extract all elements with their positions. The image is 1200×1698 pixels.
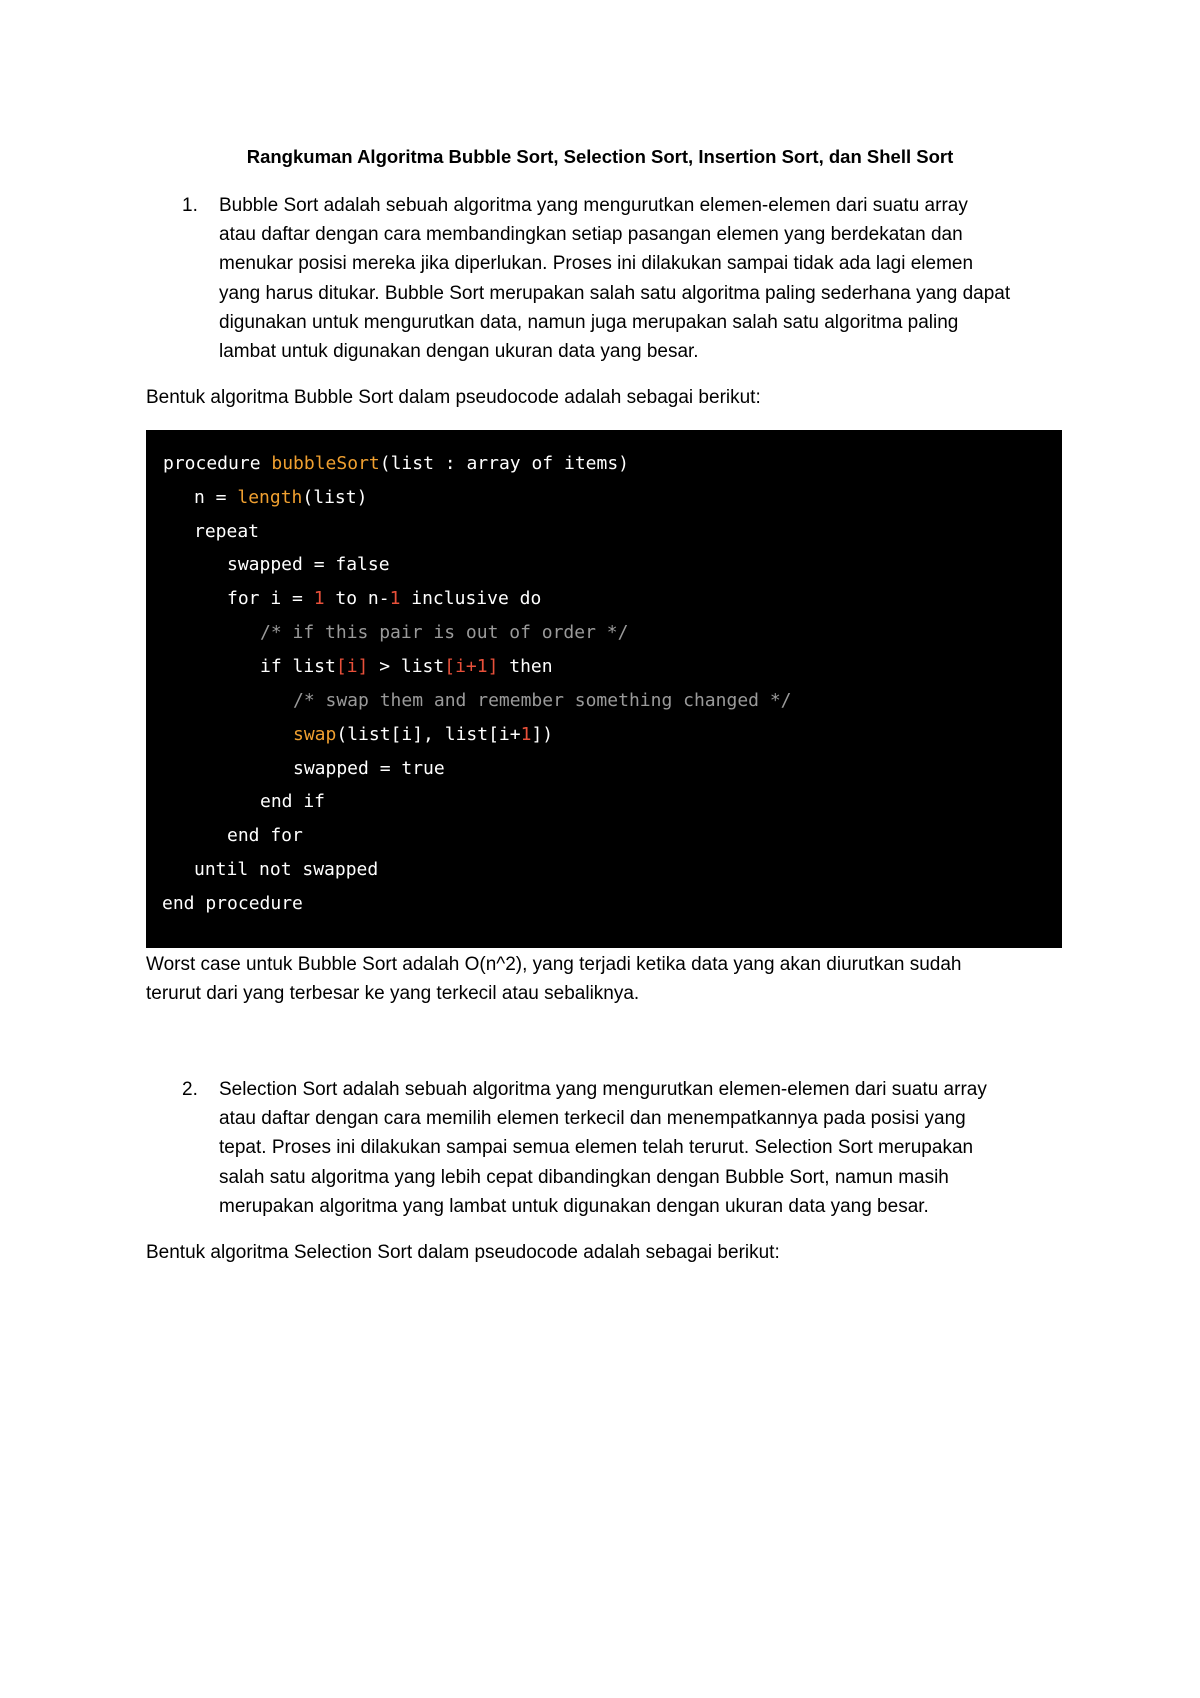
text-line: merupakan algoritma yang lambat untuk digunakan dengan ukuran data yang besar. [219, 1195, 929, 1217]
code-text: swapped = false [227, 554, 390, 575]
code-line [194, 518, 259, 546]
code-line [293, 721, 553, 749]
code-function: length [237, 487, 303, 508]
text-line: Selection Sort adalah sebuah algoritma yang mengurutkan elemen-elemen dari suatu array [219, 1079, 987, 1100]
code-text: n = [194, 487, 238, 508]
code-line [194, 856, 378, 884]
code-line [194, 484, 367, 512]
list-item-text [219, 191, 1079, 366]
code-text: to n- [324, 588, 390, 609]
code-keyword: repeat [194, 521, 260, 542]
code-line [293, 755, 445, 783]
code-number: 1 [313, 588, 325, 609]
code-line [227, 551, 390, 579]
code-line [162, 890, 303, 918]
worst-case-paragraph [146, 950, 1066, 1008]
text-line: menukar posisi mereka jika diperlukan. Proses ini dilakukan sampai tidak ada lagi elemen [219, 253, 974, 275]
text-line: terurut dari yang terbesar ke yang terkecil atau sebaliknya. [146, 983, 640, 1005]
code-text: if list [260, 656, 336, 677]
code-comment-text: /* if this pair is out of order */ [260, 622, 629, 643]
selection-intro: Bentuk algoritma Selection Sort dalam pseudocode adalah sebagai berikut: [146, 1242, 780, 1263]
code-text: for i = [227, 588, 314, 609]
code-text: (list : array of items) [379, 453, 629, 474]
bubble-intro: Bentuk algoritma Bubble Sort dalam pseudocode adalah sebagai berikut: [146, 387, 761, 408]
code-comment [260, 619, 628, 647]
code-comment-text: /* swap them and remember something changed */ [293, 690, 792, 711]
code-keyword: end procedure [162, 893, 303, 914]
code-text: > list [368, 656, 445, 677]
code-text: ]) [531, 724, 554, 745]
text-line: tepat. Proses ini dilakukan sampai semua elemen telah terurut. Selection Sort merupakan [219, 1137, 974, 1159]
text-line: Worst case untuk Bubble Sort adalah O(n^2), yang terjadi ketika data yang akan diurutkan sudah [146, 954, 962, 975]
list-number: 1. [182, 195, 198, 216]
text-line: yang harus ditukar. Bubble Sort merupakan salah satu algoritma paling sederhana yang dapat [219, 282, 1011, 304]
code-text: swapped = true [293, 758, 445, 779]
text-line: lambat untuk digunakan dengan ukuran data yang besar. [219, 341, 699, 363]
text-line: atau daftar dengan cara membandingkan setiap pasangan elemen yang berdekatan dan [219, 224, 963, 246]
code-text: (list) [302, 487, 368, 508]
code-number: 1 [520, 724, 532, 745]
pseudocode-block [146, 430, 1062, 948]
code-index: [i] [335, 656, 369, 677]
code-keyword: end for [227, 825, 303, 846]
text-line: salah satu algoritma yang lebih cepat dibandingkan dengan Bubble Sort, namun masih [219, 1166, 949, 1188]
code-function: bubbleSort [271, 453, 380, 474]
code-line [260, 653, 553, 681]
code-comment [293, 687, 792, 715]
list-number: 2. [182, 1079, 198, 1100]
text-line: atau daftar dengan cara memilih elemen terkecil dan menempatkannya pada posisi yang [219, 1108, 966, 1130]
code-keyword: procedure [163, 453, 272, 474]
code-index: [i+1] [444, 656, 499, 677]
code-text: (list[i], list[i+ [336, 724, 521, 745]
code-text: then [498, 656, 553, 677]
code-line [260, 788, 325, 816]
code-number: 1 [389, 588, 401, 609]
text-line: digunakan untuk mengurutkan data, namun juga merupakan salah satu algoritma paling [219, 311, 959, 333]
code-line [227, 822, 303, 850]
code-text: inclusive do [400, 588, 542, 609]
code-function: swap [293, 724, 337, 745]
document-title: Rangkuman Algoritma Bubble Sort, Selection Sort, Insertion Sort, dan Shell Sort [246, 146, 954, 167]
list-item-text [219, 1075, 1079, 1221]
code-line [227, 585, 541, 613]
text-line: Bubble Sort adalah sebuah algoritma yang mengurutkan elemen-elemen dari suatu array [219, 195, 968, 216]
code-line [163, 450, 629, 478]
code-keyword: end if [260, 791, 326, 812]
code-keyword: until not swapped [194, 859, 379, 880]
